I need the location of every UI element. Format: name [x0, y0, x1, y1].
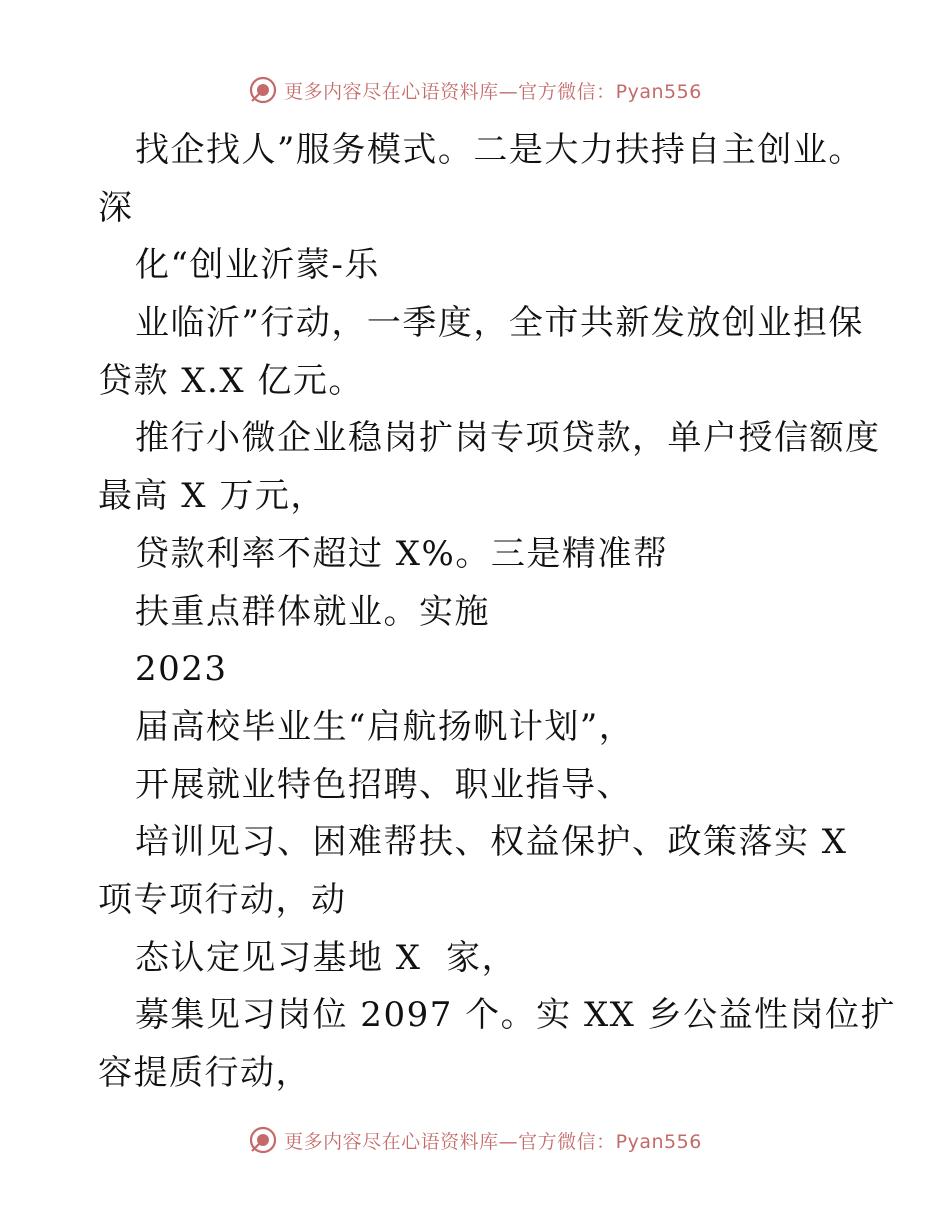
- text-line: 业临沂”行动，一季度，全市共新发放创业担保: [135, 303, 864, 344]
- document-body: [98, 122, 897, 1103]
- text-line: 找企找人”服务模式。二是大力扶持自主创业。: [135, 130, 864, 170]
- pen-nib-seal-icon: [248, 75, 278, 105]
- text-line: 态认定见习基地 X 家，: [135, 937, 518, 978]
- header-watermark: [0, 70, 950, 110]
- text-line: 开展就业特色招聘、职业指导、: [135, 764, 632, 805]
- text-line: 募集见习岗位 2097 个。实 XX 乡公益性岗位扩: [135, 995, 897, 1036]
- text-line: 贷款利率不超过 X%。三是精准帮: [135, 533, 669, 574]
- text-line: 届高校毕业生“启航扬帆计划”，: [135, 706, 635, 747]
- text-line: 容提质行动，: [98, 1053, 311, 1093]
- footer-watermark: [0, 1120, 950, 1160]
- pen-nib-seal-icon: [248, 1125, 278, 1155]
- text-line: 2023: [135, 649, 228, 690]
- text-line: 贷款 X.X 亿元。: [98, 360, 364, 401]
- text-line: 项专项行动，动: [98, 879, 347, 920]
- text-line: 培训见习、困难帮扶、权益保护、政策落实 X: [135, 822, 848, 863]
- text-line: 化“创业沂蒙-乐: [135, 245, 380, 286]
- text-line: 扶重点群体就业。实施: [135, 591, 490, 632]
- watermark-text: 更多内容尽在心语资料库—官方微信：Pyan556: [284, 80, 702, 103]
- text-line: 深: [98, 187, 134, 228]
- text-line: 推行小微企业稳岗扩岗专项贷款，单户授信额度: [135, 418, 881, 459]
- watermark-text: 更多内容尽在心语资料库—官方微信：Pyan556: [284, 1130, 702, 1153]
- text-line: 最高 X 万元，: [98, 476, 326, 517]
